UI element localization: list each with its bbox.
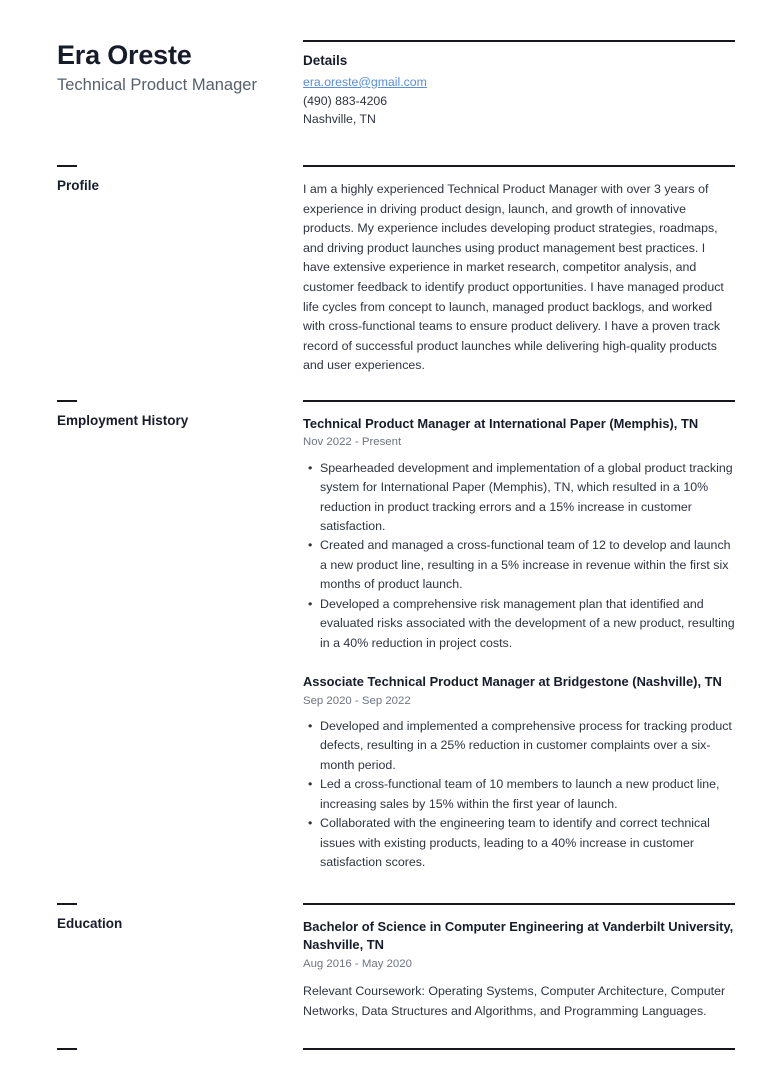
header-section <box>57 40 735 129</box>
employment-section <box>57 400 735 873</box>
next-section-truncated <box>57 1048 735 1050</box>
education-entry <box>303 918 735 1021</box>
entry-bullet-list <box>303 459 735 654</box>
section-label-education: Education <box>57 915 123 931</box>
list-item: • Collaborated with the engineering team to identify and correct technical issues with existing products, leading to a 40% increase in customer satisfaction scores. <box>320 814 735 872</box>
section-rule <box>303 1048 735 1050</box>
next-section-content <box>303 1048 735 1050</box>
job-title-subtitle: Technical Product Manager <box>57 76 257 95</box>
profile-content <box>303 165 735 376</box>
employment-entry <box>303 415 735 653</box>
contact-phone: (490) 883-4206 <box>303 93 388 108</box>
profile-label-column <box>57 165 303 195</box>
entry-description: Relevant Coursework: Operating Systems, Computer Architecture, Computer Networks, Data Structures and Algorithms, and Programming Languages. <box>303 983 726 1018</box>
education-label-column <box>57 903 303 933</box>
list-item: • Developed a comprehensive risk management plan that identified and evaluated risks associated with the development of a new product, resulting in a 40% reduction in project costs. <box>320 595 735 653</box>
section-rule <box>303 165 735 167</box>
employment-entry <box>303 673 735 872</box>
list-item: • Developed and implemented a comprehensive process for tracking product defects, resulting in a 25% reduction in customer complaints over a six-month period. <box>320 717 735 775</box>
section-label-profile: Profile <box>57 177 100 193</box>
employment-content <box>303 400 735 873</box>
list-item: • Led a cross-functional team of 10 members to launch a new product line, increasing sales by 15% within the first year of launch. <box>320 775 735 814</box>
list-item: • Spearheaded development and implementation of a global product tracking system for International Paper (Memphis), TN, which resulted in a 10% reduction in product tracking errors and a 15% increase in customer satisfaction. <box>320 459 735 537</box>
section-rule <box>303 40 735 42</box>
section-dash <box>57 165 77 167</box>
employment-label-column <box>57 400 303 430</box>
contact-email-row <box>303 73 735 92</box>
entry-title: Associate Technical Product Manager at Bridgestone (Nashville), TN <box>303 674 722 690</box>
profile-text: I am a highly experienced Technical Product Manager with over 3 years of experience in driving product design, launch, and growth of innovative products. My experience includes developing product strategies, roadmaps, and driving product launches using product management best practices. I have extensive experience in market research, competitor analysis, and customer feedback to identify product opportunities. I have managed product life cycles from concept to launch, managed product backlogs, and worked with cross-functional teams to ensure product delivery. I have a proven track record of successful product launches while delivering high-quality products and user experiences. <box>303 181 724 373</box>
entry-date: Aug 2016 - May 2020 <box>303 957 412 970</box>
education-content <box>303 903 735 1021</box>
details-block <box>303 40 735 129</box>
page-title: Era Oreste <box>57 40 192 70</box>
list-item: • Created and managed a cross-functional team of 12 to develop and launch a new product line, resulting in a 5% increase in revenue within the first six months of product launch. <box>320 536 735 594</box>
section-dash <box>57 1048 77 1050</box>
contact-location: Nashville, TN <box>303 112 376 127</box>
entry-date: Sep 2020 - Sep 2022 <box>303 694 411 707</box>
entry-date: Nov 2022 - Present <box>303 436 402 449</box>
details-heading: Details <box>303 53 348 68</box>
header-identity <box>57 40 303 97</box>
next-section-label-column <box>57 1048 303 1050</box>
entry-title: Technical Product Manager at International Paper (Memphis), TN <box>303 415 699 431</box>
section-dash <box>57 903 77 905</box>
section-dash <box>57 400 77 402</box>
education-section <box>57 903 735 1021</box>
profile-section <box>57 165 735 376</box>
section-label-employment: Employment History <box>57 412 189 428</box>
entry-bullet-list <box>303 717 735 873</box>
email-link[interactable]: era.oreste@gmail.com <box>303 74 427 89</box>
entry-title: Bachelor of Science in Computer Engineering at Vanderbilt University, Nashville, TN <box>303 918 734 953</box>
